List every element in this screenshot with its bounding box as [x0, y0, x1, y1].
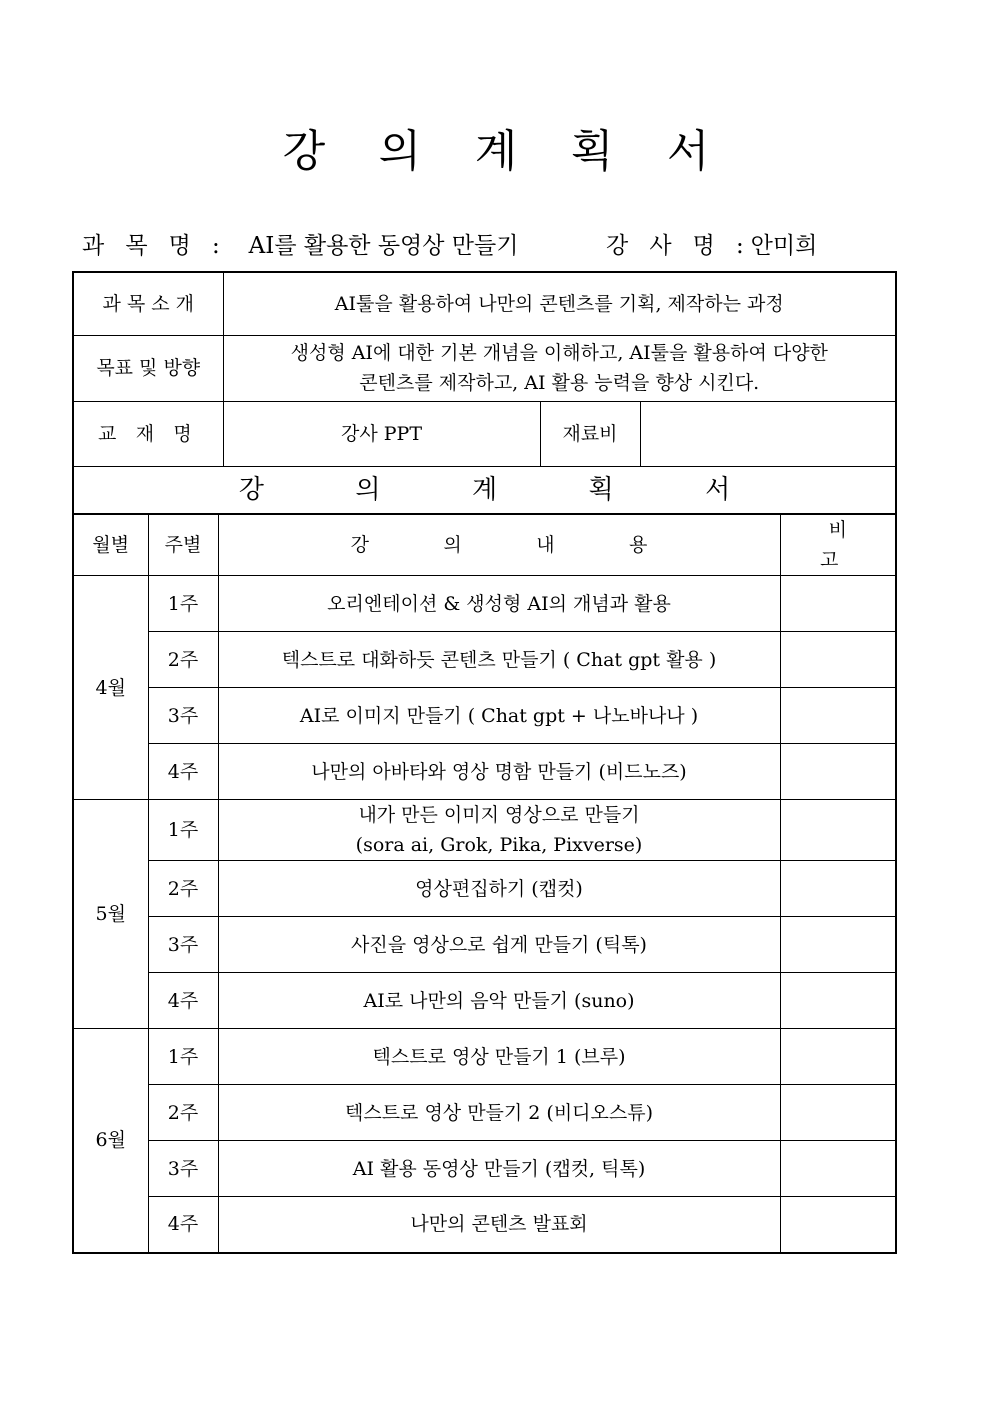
note-cell: [780, 576, 896, 632]
content-line: (sora ai, Grok, Pika, Pixverse): [355, 834, 643, 856]
content-line: 텍스트로 대화하듯 콘텐츠 만들기 ( Chat gpt 활용 ): [281, 648, 717, 671]
instructor-value: 안미희: [750, 233, 818, 259]
content-cell: [218, 800, 780, 861]
lecture-plan-table: [72, 513, 897, 1254]
month-cell: 5월: [73, 800, 148, 1029]
week-cell: 2주: [148, 632, 218, 688]
content-cell: [218, 688, 780, 744]
table-row: [73, 1085, 896, 1141]
textbook-row: [73, 401, 896, 466]
content-cell: [218, 861, 780, 917]
goal-label: 목표 및 방향: [73, 335, 223, 401]
note-cell: [780, 973, 896, 1029]
subject-value: AI를 활용한 동영상 만들기: [248, 233, 519, 259]
table-row: [73, 1197, 896, 1253]
content-line: AI로 이미지 만들기 ( Chat gpt + 나노바나나 ): [299, 704, 699, 727]
week-cell: 1주: [148, 1029, 218, 1085]
week-cell: 3주: [148, 1141, 218, 1197]
goal-value: [223, 335, 896, 401]
note-cell: [780, 917, 896, 973]
course-intro-label: 과 목 소 개: [73, 272, 223, 335]
textbook-label: 교 재 명: [73, 401, 223, 466]
content-line: 나만의 아바타와 영상 명함 만들기 (비드노즈): [311, 760, 687, 783]
textbook-value: 강사 PPT: [223, 401, 540, 466]
table-row: [73, 744, 896, 800]
goal-value-line: 생성형 AI에 대한 기본 개념을 이해하고, AI툴을 활용하여 다양한: [290, 342, 828, 364]
header-week: 주별: [148, 514, 218, 576]
content-line: 오리엔테이션 & 생성형 AI의 개념과 활용: [327, 592, 671, 615]
plan-header-row: [73, 514, 896, 576]
subject-line: [82, 228, 518, 264]
plan-section-title-row: [73, 466, 896, 514]
material-value: [640, 401, 896, 466]
content-cell: [218, 1141, 780, 1197]
course-intro-value: AI툴을 활용하여 나만의 콘텐츠를 기획, 제작하는 과정: [223, 272, 896, 335]
week-cell: 4주: [148, 744, 218, 800]
content-cell: [218, 1085, 780, 1141]
content-line: AI로 나만의 음악 만들기 (suno): [363, 989, 635, 1012]
table-row: [73, 917, 896, 973]
week-cell: 1주: [148, 576, 218, 632]
week-cell: 3주: [148, 688, 218, 744]
goal-row: [73, 335, 896, 401]
content-line: 텍스트로 영상 만들기 1 (브루): [372, 1045, 626, 1068]
note-cell: [780, 1197, 896, 1253]
table-row: [73, 1141, 896, 1197]
table-row: [73, 688, 896, 744]
content-cell: [218, 632, 780, 688]
content-cell: [218, 576, 780, 632]
course-intro-row: [73, 272, 896, 335]
content-line: 나만의 콘텐츠 발표회: [410, 1213, 588, 1236]
subject-label: 과 목 명 :: [82, 233, 227, 259]
table-row: [73, 861, 896, 917]
content-cell: [218, 744, 780, 800]
table-row: [73, 1029, 896, 1085]
table-row: [73, 973, 896, 1029]
note-cell: [780, 800, 896, 861]
table-row: [73, 800, 896, 861]
content-cell: [218, 1029, 780, 1085]
note-cell: [780, 744, 896, 800]
week-cell: 2주: [148, 1085, 218, 1141]
header-content: 강 의 내 용: [218, 514, 780, 576]
month-cell: 4월: [73, 576, 148, 800]
header-note: 비 고: [780, 514, 896, 576]
table-row: [73, 632, 896, 688]
plan-section-title: 강 의 계 획 서: [73, 466, 896, 514]
note-cell: [780, 1141, 896, 1197]
week-cell: 2주: [148, 861, 218, 917]
course-info-table: [72, 271, 897, 515]
week-cell: 1주: [148, 800, 218, 861]
header-month: 월별: [73, 514, 148, 576]
material-label: 재료비: [540, 401, 640, 466]
note-cell: [780, 861, 896, 917]
content-line: 내가 만든 이미지 영상으로 만들기: [358, 804, 640, 826]
week-cell: 3주: [148, 917, 218, 973]
instructor-line: [606, 228, 817, 264]
note-cell: [780, 1085, 896, 1141]
instructor-label: 강 사 명 :: [606, 233, 751, 259]
goal-value-line: 콘텐츠를 제작하고, AI 활용 능력을 향상 시킨다.: [359, 372, 760, 394]
content-line: 사진을 영상으로 쉽게 만들기 (틱톡): [351, 933, 647, 956]
content-line: 텍스트로 영상 만들기 2 (비디오스튜): [344, 1101, 654, 1124]
table-row: [73, 576, 896, 632]
content-line: AI 활용 동영상 만들기 (캡컷, 틱톡): [352, 1157, 646, 1180]
content-cell: [218, 917, 780, 973]
month-cell: 6월: [73, 1029, 148, 1253]
content-line: 영상편집하기 (캡컷): [415, 877, 583, 900]
note-cell: [780, 688, 896, 744]
week-cell: 4주: [148, 973, 218, 1029]
note-cell: [780, 632, 896, 688]
document-title: 강 의 계 획 서: [282, 126, 730, 177]
content-cell: [218, 1197, 780, 1253]
week-cell: 4주: [148, 1197, 218, 1253]
note-cell: [780, 1029, 896, 1085]
content-cell: [218, 973, 780, 1029]
